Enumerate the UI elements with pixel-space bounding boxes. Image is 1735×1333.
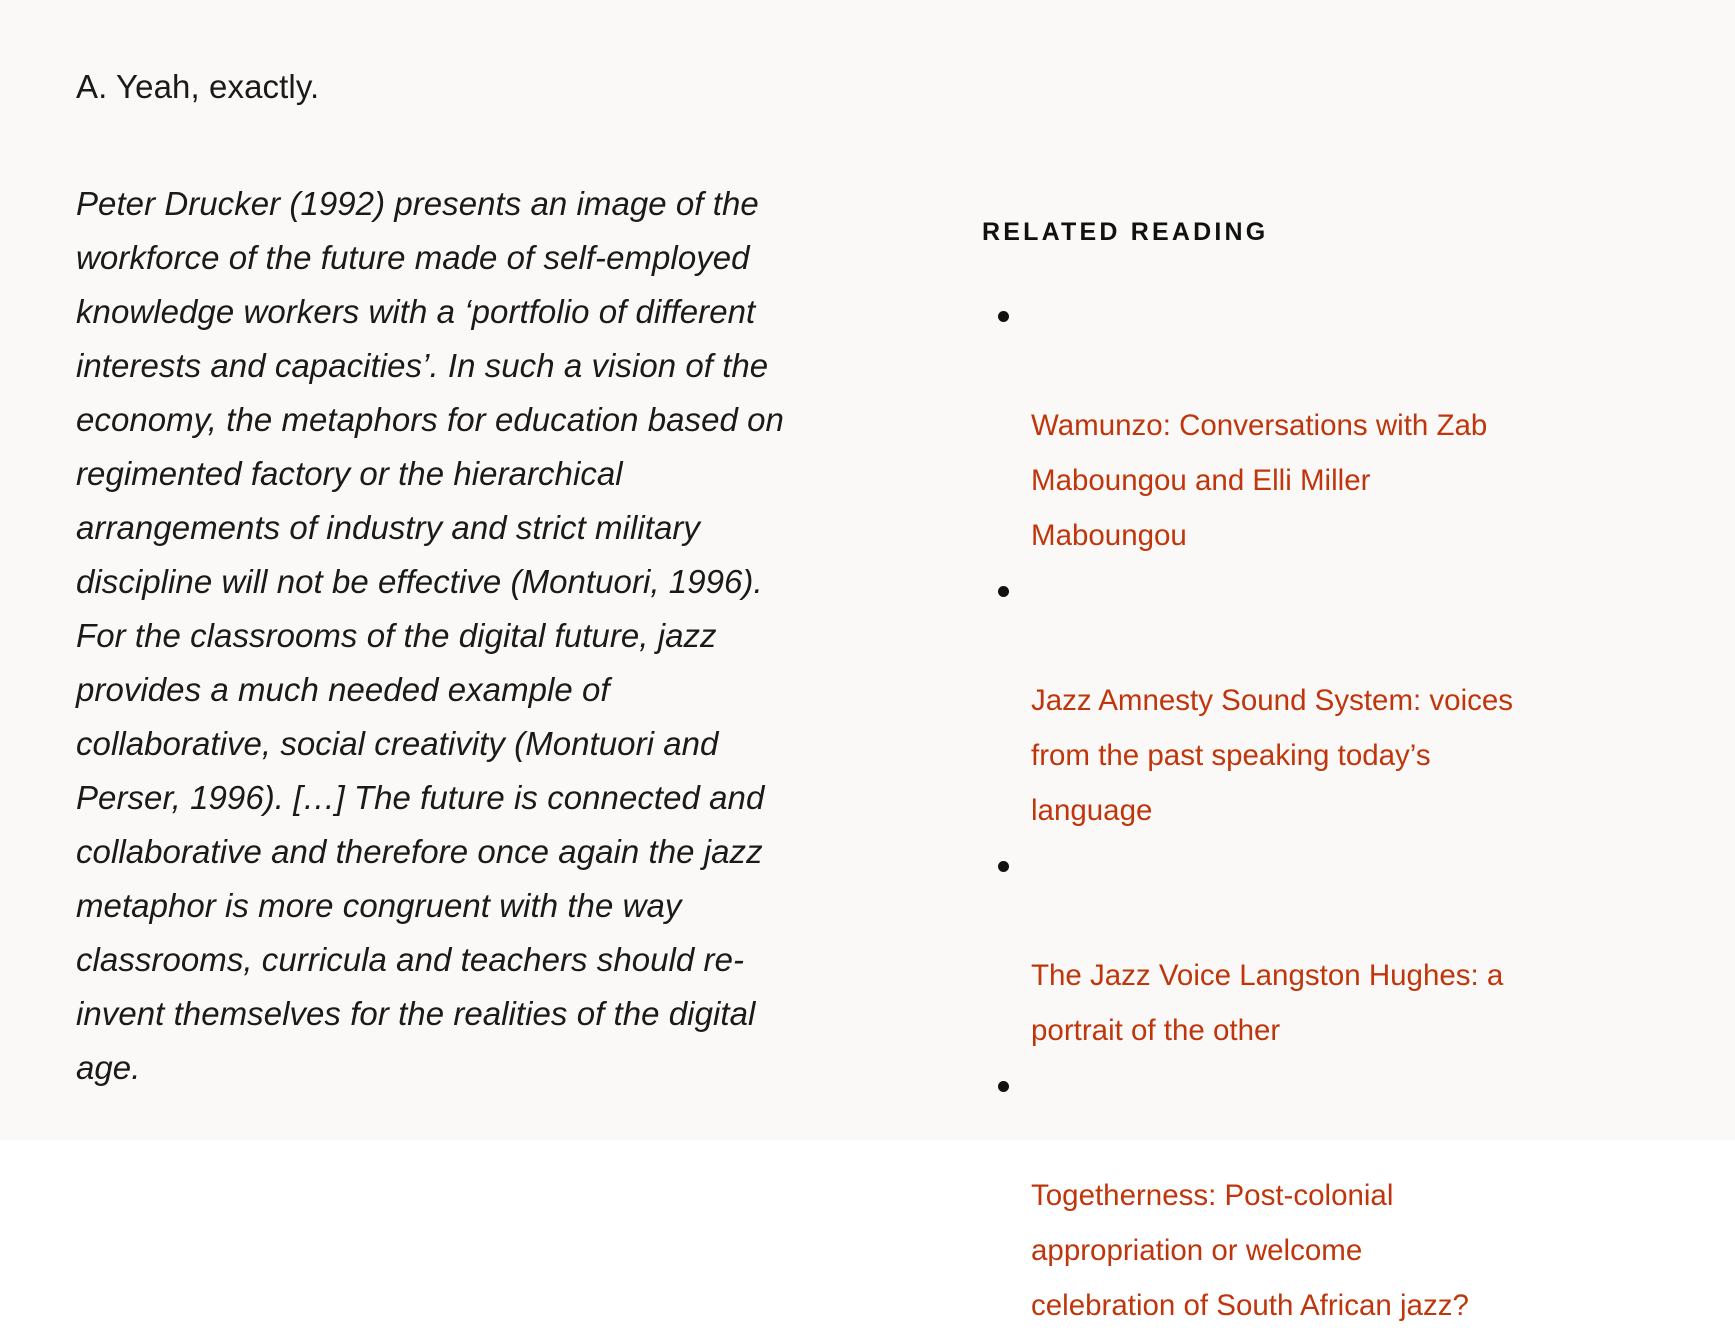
related-item-wamunzo [982, 288, 1602, 563]
bullet-icon [998, 586, 1009, 597]
block-quote: Peter Drucker (1992) presents an image of the workforce of the future made of self-employed knowledge workers with a ‘portfolio of different interests and capacities’. In such a vision of the economy, the metaphors for education based on regimented factory or the hierarchical arrangements of industry and strict military discipline will not be effective (Montuori, 1996). For the classrooms of the digital future, jazz provides a much needed example of collaborative, social creativity (Montuori and Perser, 1996). […] The future is connected and collaborative and therefore once again the jazz metaphor is more congruent with the way classrooms, curricula and teachers should re- invent themselves for the realities of the digital age. [76, 185, 784, 1086]
bullet-icon [998, 861, 1009, 872]
related-reading-heading: RELATED READING [982, 218, 1269, 246]
related-link-jazz-amnesty[interactable]: Jazz Amnesty Sound System: voices from the past speaking today’s language [1031, 684, 1514, 827]
related-link-togetherness[interactable]: Togetherness: Post-colonial appropriation or welcome celebration of South African jazz? [1031, 1179, 1469, 1322]
answer-paragraph: A. Yeah, exactly. [76, 68, 320, 105]
related-link-wamunzo[interactable]: Wamunzo: Conversations with Zab Maboungou and Elli Miller Maboungou [1031, 409, 1488, 552]
related-item-togetherness [982, 1058, 1602, 1333]
related-item-jazz-voice [982, 838, 1602, 1058]
related-link-jazz-voice[interactable]: The Jazz Voice Langston Hughes: a portrait of the other [1031, 959, 1504, 1047]
bullet-icon [998, 311, 1009, 322]
article-body [76, 60, 866, 1095]
related-item-jazz-amnesty [982, 563, 1602, 838]
related-reading-panel [982, 210, 1602, 1333]
related-reading-list [982, 288, 1602, 1333]
bullet-icon [998, 1081, 1009, 1092]
